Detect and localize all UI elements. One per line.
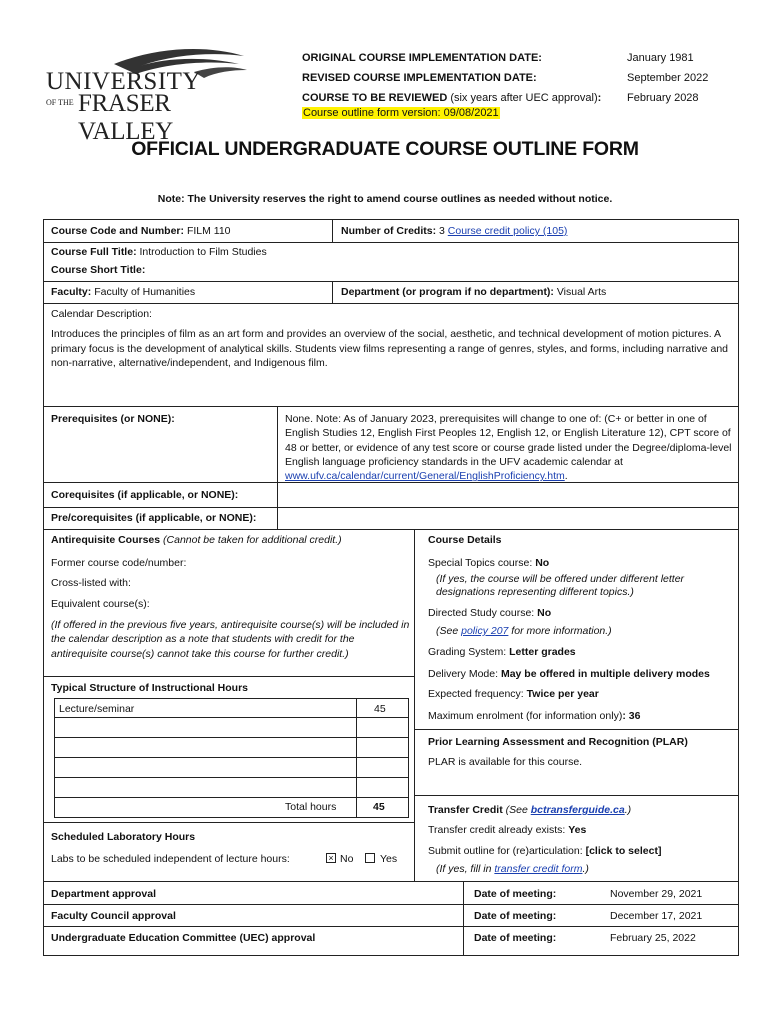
meeting-date-value: February 25, 2022: [610, 932, 696, 944]
precorequisites-label: Pre/corequisites (if applicable, or NONE):: [51, 512, 257, 524]
hours-row-name: Lecture/seminar: [59, 703, 135, 715]
frequency-field: Expected frequency: Twice per year: [428, 688, 599, 700]
course-details-label: Course Details: [428, 534, 502, 546]
lab-no-label: No: [340, 853, 354, 865]
directed-study-note: (See policy 207 for more information.): [436, 625, 612, 637]
meeting-date-label: Date of meeting:: [474, 932, 557, 944]
department-field: Department (or program if no department): Visual Arts: [341, 286, 607, 298]
cross-listed-label: Cross-listed with:: [51, 577, 131, 589]
original-date-label: ORIGINAL COURSE IMPLEMENTATION DATE:: [302, 52, 542, 64]
meeting-date-value: November 29, 2021: [610, 888, 703, 900]
prerequisites-label: Prerequisites (or NONE):: [51, 413, 175, 425]
submit-outline-field: Submit outline for (re)articulation: [click to select]: [428, 845, 662, 857]
grading-field: Grading System: Letter grades: [428, 646, 576, 658]
calendar-description-text: Introduces the principles of film as an art form and provides an overview of the social, aesthetic, and technical development of motion pictures. A primary focus is the development of analytical skills. Students view films representing a range of genres, styles, and forms, including narrative and non-narrative, alternative/independent, and Indigenous film.: [51, 328, 728, 369]
review-date-label: COURSE TO BE REVIEWED (six years after UEC approval):: [302, 92, 602, 104]
university-logo: [44, 46, 249, 145]
short-title-field: Course Short Title:: [51, 264, 146, 276]
english-proficiency-link[interactable]: www.ufv.ca/calendar/current/General/EnglishProficiency.htm: [285, 470, 565, 483]
logo-fraser-valley-text: FRASER VALLEY: [78, 90, 173, 145]
enrolment-field: Maximum enrolment (for information only): 36: [428, 710, 641, 722]
logo-university-text: UNIVERSITY: [46, 68, 201, 95]
transfer-exists-field: Transfer credit already exists: Yes: [428, 824, 587, 836]
form-version: Course outline form version: 09/08/2021: [303, 107, 499, 119]
calendar-description-label: Calendar Description:: [51, 308, 152, 320]
former-course-label: Former course code/number:: [51, 557, 187, 569]
revised-date-value: September 2022: [627, 72, 709, 84]
meeting-date-label: Date of meeting:: [474, 910, 557, 922]
revised-date-label: REVISED COURSE IMPLEMENTATION DATE:: [302, 72, 537, 84]
faculty-council-approval-label: Faculty Council approval: [51, 910, 176, 922]
department-approval-label: Department approval: [51, 888, 157, 900]
plar-text: PLAR is available for this course.: [428, 756, 583, 768]
credit-policy-link[interactable]: Course credit policy (105): [447, 225, 568, 237]
prerequisites-text: None. Note: As of January 2023, prerequisites will change to one of: (C+ or better in one of English Studies 12, English First Peoples 12, English 12, or English Literature 12), CPT score of 48 or better, or evidence of any test score or course grade listed under the Degree/diploma-level English language proficiency standards in the UFV academic calendar at www.ufv.ca/calendar/current/General/EnglishProficiency.htm.: [285, 413, 732, 483]
special-topics-note: (If yes, the course will be offered under different letter designations representing different topics.): [436, 573, 685, 598]
lab-no-checkbox[interactable]: ×: [326, 853, 336, 863]
bctransferguide-link[interactable]: bctransferguide.ca: [530, 804, 625, 816]
corequisites-label: Corequisites (if applicable, or NONE):: [51, 489, 239, 501]
transfer-credit-form-link[interactable]: transfer credit form: [494, 863, 583, 875]
directed-study-field: Directed Study course: No: [428, 607, 552, 619]
uec-approval-label: Undergraduate Education Committee (UEC) approval: [51, 932, 316, 944]
meeting-date-value: December 17, 2021: [610, 910, 703, 922]
original-date-value: January 1981: [627, 52, 694, 64]
credits-field: Number of Credits: 3 Course credit policy (105): [341, 225, 568, 237]
amend-note: Note: The University reserves the right to amend course outlines as needed without notice.: [157, 193, 613, 205]
course-outline-form: [43, 219, 739, 956]
total-hours-label: Total hours: [285, 801, 337, 813]
review-date-value: February 2028: [627, 92, 699, 104]
full-title-field: Course Full Title: Introduction to Film Studies: [51, 246, 267, 258]
course-code-field: Course Code and Number: FILM 110: [51, 225, 231, 237]
lab-yes-label: Yes: [380, 853, 398, 865]
logo-of-the-text: OF THE: [46, 98, 74, 107]
transfer-form-note: (If yes, fill in transfer credit form.): [436, 863, 589, 875]
hours-row-value: 45: [374, 703, 386, 715]
delivery-field: Delivery Mode: May be offered in multiple delivery modes: [428, 668, 710, 680]
transfer-credit-label: Transfer Credit (See bctransferguide.ca.): [428, 804, 632, 816]
antirequisite-label: Antirequisite Courses (Cannot be taken for additional credit.): [51, 534, 342, 546]
policy-207-link[interactable]: policy 207: [461, 625, 509, 637]
instructional-hours-label: Typical Structure of Instructional Hours: [51, 682, 248, 694]
lab-hours-label: Scheduled Laboratory Hours: [51, 831, 196, 843]
meeting-date-label: Date of meeting:: [474, 888, 557, 900]
antirequisite-note: (If offered in the previous five years, antirequisite course(s) will be included in the calendar description as a note that students with credit for the antirequisite course(s) cannot take this course for further credit.): [51, 619, 410, 660]
special-topics-field: Special Topics course: No: [428, 557, 550, 569]
articulation-select[interactable]: [click to select]: [585, 845, 662, 857]
lab-question: Labs to be scheduled independent of lecture hours:: [51, 853, 290, 865]
page-title: OFFICIAL UNDERGRADUATE COURSE OUTLINE FORM: [131, 138, 639, 160]
faculty-field: Faculty: Faculty of Humanities: [51, 286, 196, 298]
equivalent-course-label: Equivalent course(s):: [51, 598, 150, 610]
plar-label: Prior Learning Assessment and Recognition (PLAR): [428, 736, 688, 748]
total-hours-value: 45: [373, 801, 385, 813]
lab-yes-checkbox[interactable]: [365, 853, 375, 863]
